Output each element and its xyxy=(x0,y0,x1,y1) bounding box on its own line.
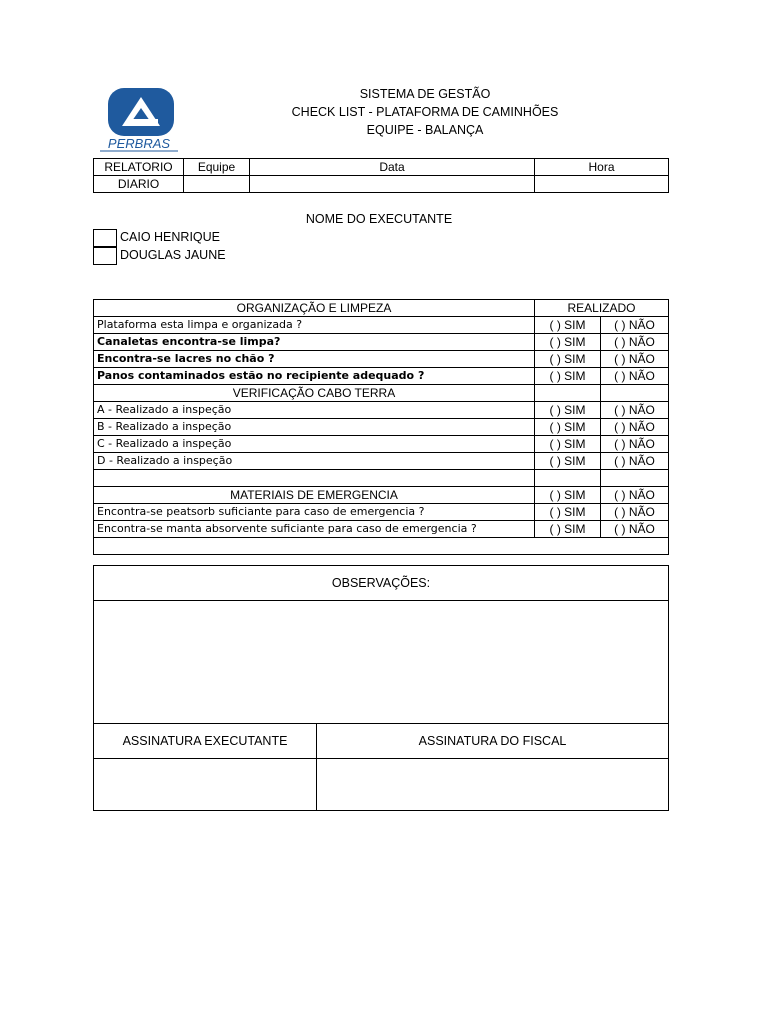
empty-cell xyxy=(535,470,601,487)
empty-cell xyxy=(601,385,669,402)
checklist-title: CHECK LIST - PLATAFORMA DE CAMINHÕES xyxy=(291,105,559,119)
team-title: EQUIPE - BALANÇA xyxy=(366,123,484,137)
system-title: SISTEMA DE GESTÃO xyxy=(359,87,491,101)
sim-option[interactable]: ( ) SIM xyxy=(535,504,601,521)
date-value-field[interactable] xyxy=(250,176,535,193)
nao-option[interactable]: ( ) NÃO xyxy=(601,419,669,436)
executor-row xyxy=(93,246,226,264)
executor-checkbox[interactable] xyxy=(93,229,117,247)
sim-option[interactable]: ( ) SIM xyxy=(535,351,601,368)
logo-brand-text: PERBRAS xyxy=(107,136,171,151)
report-label-1: RELATORIO xyxy=(94,159,184,176)
checklist-item: Encontra-se lacres no chão ? xyxy=(94,351,535,368)
nao-option[interactable]: ( ) NÃO xyxy=(601,402,669,419)
observations-title: OBSERVAÇÕES: xyxy=(94,566,669,601)
report-label-2: DIARIO xyxy=(94,176,184,193)
sim-option[interactable]: ( ) SIM xyxy=(535,334,601,351)
checklist-item: Canaletas encontra-se limpa? xyxy=(94,334,535,351)
executor-signature-field[interactable] xyxy=(94,759,317,811)
time-header: Hora xyxy=(535,159,669,176)
sim-option[interactable]: ( ) SIM xyxy=(535,419,601,436)
checklist-item: Panos contaminados estão no recipiente adequado ? xyxy=(94,368,535,385)
checklist-item: Plataforma esta limpa e organizada ? xyxy=(94,317,535,334)
nao-option[interactable]: ( ) NÃO xyxy=(601,487,669,504)
sim-option[interactable]: ( ) SIM xyxy=(535,453,601,470)
spacer-row xyxy=(94,538,669,555)
nao-option[interactable]: ( ) NÃO xyxy=(601,436,669,453)
sim-option[interactable]: ( ) SIM xyxy=(535,436,601,453)
sim-option[interactable]: ( ) SIM xyxy=(535,368,601,385)
checklist-item: Encontra-se peatsorb suficiante para caso de emergencia ? xyxy=(94,504,535,521)
perbras-logo-icon xyxy=(98,86,180,154)
observations-area[interactable] xyxy=(94,601,669,724)
team-header: Equipe xyxy=(184,159,250,176)
fiscal-signature-label: ASSINATURA DO FISCAL xyxy=(317,724,669,759)
checklist-table xyxy=(93,299,669,555)
executor-signature-label: ASSINATURA EXECUTANTE xyxy=(94,724,317,759)
nao-option[interactable]: ( ) NÃO xyxy=(601,521,669,538)
report-info-table xyxy=(93,158,669,193)
checklist-item: C - Realizado a inspeção xyxy=(94,436,535,453)
checklist-item: A - Realizado a inspeção xyxy=(94,402,535,419)
sim-option[interactable]: ( ) SIM xyxy=(535,487,601,504)
nao-option[interactable]: ( ) NÃO xyxy=(601,334,669,351)
observations-table xyxy=(93,565,669,811)
realizado-header: REALIZADO xyxy=(535,300,669,317)
sim-option[interactable]: ( ) SIM xyxy=(535,521,601,538)
nao-option[interactable]: ( ) NÃO xyxy=(601,453,669,470)
executor-name: DOUGLAS JAUNE xyxy=(120,248,226,262)
sim-option[interactable]: ( ) SIM xyxy=(535,402,601,419)
executor-checkbox[interactable] xyxy=(93,247,117,265)
nao-option[interactable]: ( ) NÃO xyxy=(601,351,669,368)
empty-row xyxy=(94,470,535,487)
team-value-field[interactable] xyxy=(184,176,250,193)
executor-row xyxy=(93,228,220,246)
nao-option[interactable]: ( ) NÃO xyxy=(601,368,669,385)
executor-name: CAIO HENRIQUE xyxy=(120,230,221,244)
executor-title: NOME DO EXECUTANTE xyxy=(305,212,453,226)
checklist-item: B - Realizado a inspeção xyxy=(94,419,535,436)
section-header-emergencia: MATERIAIS DE EMERGENCIA xyxy=(94,487,535,504)
nao-option[interactable]: ( ) NÃO xyxy=(601,504,669,521)
checklist-item: Encontra-se manta absorvente suficiante para caso de emergencia ? xyxy=(94,521,535,538)
empty-cell xyxy=(535,385,601,402)
checklist-item: D - Realizado a inspeção xyxy=(94,453,535,470)
perbras-logo xyxy=(98,86,180,154)
sim-option[interactable]: ( ) SIM xyxy=(535,317,601,334)
section-header-cabo-terra: VERIFICAÇÃO CABO TERRA xyxy=(94,385,535,402)
empty-cell xyxy=(601,470,669,487)
fiscal-signature-field[interactable] xyxy=(317,759,669,811)
date-header: Data xyxy=(250,159,535,176)
section-header-organizacao: ORGANIZAÇÃO E LIMPEZA xyxy=(94,300,535,317)
nao-option[interactable]: ( ) NÃO xyxy=(601,317,669,334)
time-value-field[interactable] xyxy=(535,176,669,193)
